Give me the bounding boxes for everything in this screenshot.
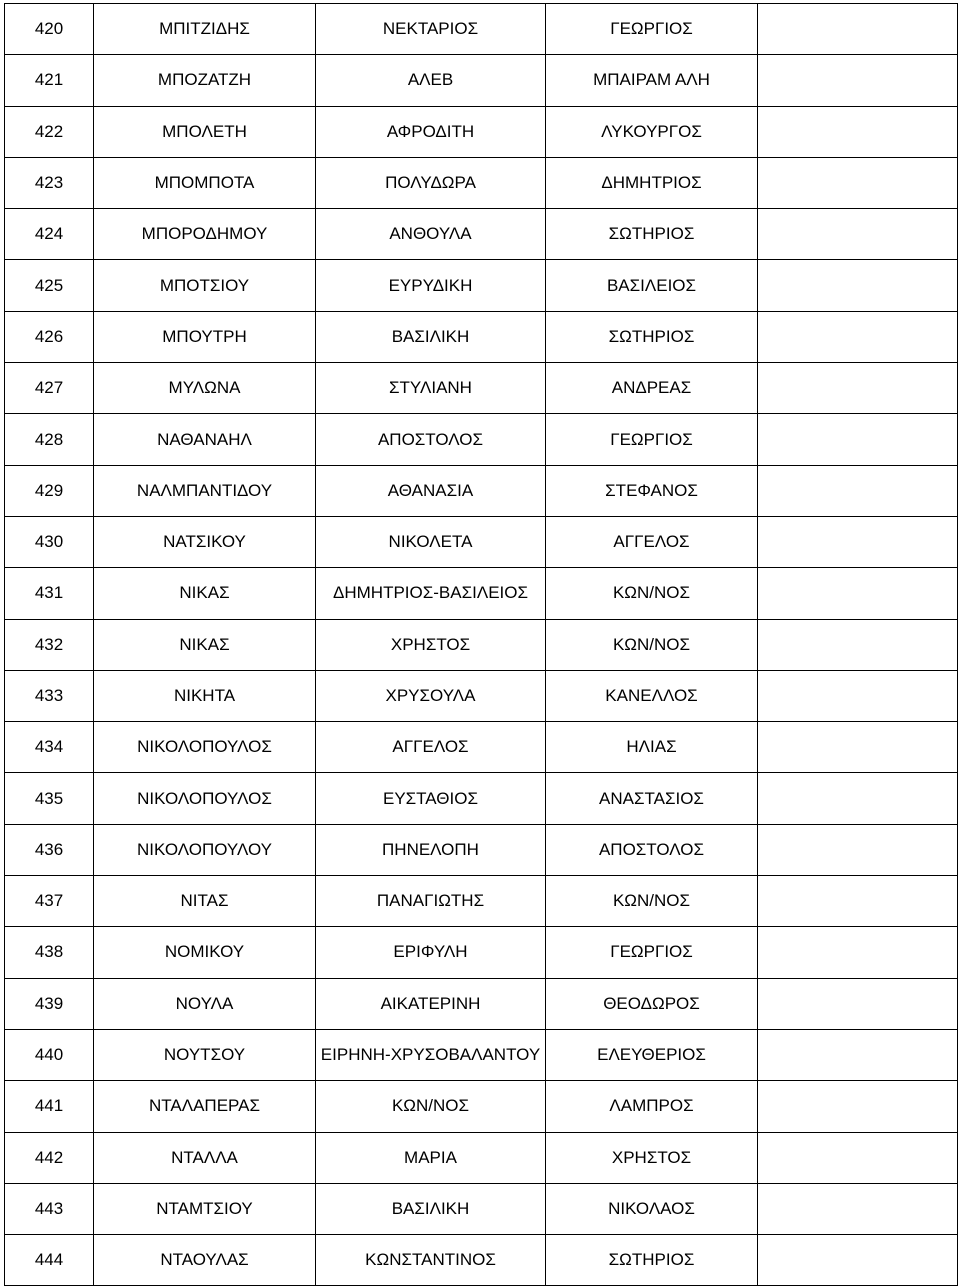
- father-name-cell: ΜΠΑΙΡΑΜ ΑΛΗ: [546, 55, 758, 106]
- first-name-cell: ΑΛΕΒ: [316, 55, 546, 106]
- first-name-cell: ΕΥΡΥΔΙΚΗ: [316, 260, 546, 311]
- father-name-cell: ΣΩΤΗΡΙΟΣ: [546, 209, 758, 260]
- father-name-cell: ΓΕΩΡΓΙΟΣ: [546, 927, 758, 978]
- surname-cell: ΝΤΑΛΑΠΕΡΑΣ: [94, 1081, 316, 1132]
- first-name-cell: ΧΡΥΣΟΥΛΑ: [316, 670, 546, 721]
- surname-cell: ΝΟΥΤΣΟΥ: [94, 1029, 316, 1080]
- father-name-cell: ΘΕΟΔΩΡΟΣ: [546, 978, 758, 1029]
- empty-cell: [758, 414, 958, 465]
- father-name-cell: ΑΝΑΣΤΑΣΙΟΣ: [546, 773, 758, 824]
- father-name-cell: ΚΩΝ/ΝΟΣ: [546, 568, 758, 619]
- father-name-cell: ΚΩΝ/ΝΟΣ: [546, 876, 758, 927]
- empty-cell: [758, 927, 958, 978]
- first-name-cell: ΑΓΓΕΛΟΣ: [316, 722, 546, 773]
- father-name-cell: ΝΙΚΟΛΑΟΣ: [546, 1183, 758, 1234]
- first-name-cell: ΧΡΗΣΤΟΣ: [316, 619, 546, 670]
- empty-cell: [758, 209, 958, 260]
- table-row: [5, 363, 958, 414]
- table-row: [5, 157, 958, 208]
- first-name-cell: ΑΦΡΟΔΙΤΗ: [316, 106, 546, 157]
- first-name-cell: ΒΑΣΙΛΙΚΗ: [316, 311, 546, 362]
- row-number: 422: [5, 106, 94, 157]
- row-number: 423: [5, 157, 94, 208]
- surname-cell: ΜΠΟΜΠΟΤΑ: [94, 157, 316, 208]
- row-number: 425: [5, 260, 94, 311]
- empty-cell: [758, 465, 958, 516]
- empty-cell: [758, 619, 958, 670]
- surname-cell: ΜΠΟΡΟΔΗΜΟΥ: [94, 209, 316, 260]
- empty-cell: [758, 1235, 958, 1286]
- empty-cell: [758, 773, 958, 824]
- empty-cell: [758, 1029, 958, 1080]
- row-number: 433: [5, 670, 94, 721]
- empty-cell: [758, 311, 958, 362]
- surname-cell: ΝΟΥΛΑ: [94, 978, 316, 1029]
- empty-cell: [758, 824, 958, 875]
- empty-cell: [758, 670, 958, 721]
- empty-cell: [758, 876, 958, 927]
- table-row: [5, 209, 958, 260]
- row-number: 439: [5, 978, 94, 1029]
- row-number: 438: [5, 927, 94, 978]
- empty-cell: [758, 157, 958, 208]
- father-name-cell: ΑΠΟΣΤΟΛΟΣ: [546, 824, 758, 875]
- first-name-cell: ΑΙΚΑΤΕΡΙΝΗ: [316, 978, 546, 1029]
- table-row: [5, 568, 958, 619]
- surname-cell: ΝΑΘΑΝΑΗΛ: [94, 414, 316, 465]
- first-name-cell: ΕΙΡΗΝΗ-ΧΡΥΣΟΒΑΛΑΝΤΟΥ: [316, 1029, 546, 1080]
- empty-cell: [758, 106, 958, 157]
- surname-cell: ΝΙΚΟΛΟΠΟΥΛΟΣ: [94, 773, 316, 824]
- surname-cell: ΝΤΑΟΥΛΑΣ: [94, 1235, 316, 1286]
- father-name-cell: ΣΩΤΗΡΙΟΣ: [546, 311, 758, 362]
- table-row: [5, 927, 958, 978]
- table-row: [5, 1183, 958, 1234]
- row-number: 443: [5, 1183, 94, 1234]
- empty-cell: [758, 516, 958, 567]
- row-number: 420: [5, 4, 94, 55]
- surname-cell: ΜΠΟΖΑΤΖΗ: [94, 55, 316, 106]
- row-number: 434: [5, 722, 94, 773]
- table-row: [5, 619, 958, 670]
- table-row: [5, 1235, 958, 1286]
- empty-cell: [758, 568, 958, 619]
- row-number: 427: [5, 363, 94, 414]
- father-name-cell: ΓΕΩΡΓΙΟΣ: [546, 414, 758, 465]
- surname-cell: ΝΙΚΗΤΑ: [94, 670, 316, 721]
- surname-cell: ΝΙΤΑΣ: [94, 876, 316, 927]
- father-name-cell: ΚΩΝ/ΝΟΣ: [546, 619, 758, 670]
- empty-cell: [758, 260, 958, 311]
- row-number: 436: [5, 824, 94, 875]
- first-name-cell: ΑΝΘΟΥΛΑ: [316, 209, 546, 260]
- empty-cell: [758, 363, 958, 414]
- empty-cell: [758, 1132, 958, 1183]
- first-name-cell: ΑΠΟΣΤΟΛΟΣ: [316, 414, 546, 465]
- table-row: [5, 4, 958, 55]
- surname-cell: ΝΑΛΜΠΑΝΤΙΔΟΥ: [94, 465, 316, 516]
- first-name-cell: ΚΩΝ/ΝΟΣ: [316, 1081, 546, 1132]
- table-row: [5, 773, 958, 824]
- table-row: [5, 311, 958, 362]
- row-number: 430: [5, 516, 94, 567]
- roster-body: [5, 4, 958, 1286]
- empty-cell: [758, 978, 958, 1029]
- surname-cell: ΝΤΑΛΛΑ: [94, 1132, 316, 1183]
- row-number: 440: [5, 1029, 94, 1080]
- row-number: 444: [5, 1235, 94, 1286]
- table-row: [5, 876, 958, 927]
- father-name-cell: ΕΛΕΥΘΕΡΙΟΣ: [546, 1029, 758, 1080]
- father-name-cell: ΒΑΣΙΛΕΙΟΣ: [546, 260, 758, 311]
- surname-cell: ΝΙΚΟΛΟΠΟΥΛΟΣ: [94, 722, 316, 773]
- row-number: 431: [5, 568, 94, 619]
- first-name-cell: ΠΗΝΕΛΟΠΗ: [316, 824, 546, 875]
- first-name-cell: ΣΤΥΛΙΑΝΗ: [316, 363, 546, 414]
- row-number: 435: [5, 773, 94, 824]
- table-row: [5, 824, 958, 875]
- table-row: [5, 260, 958, 311]
- father-name-cell: ΑΝΔΡΕΑΣ: [546, 363, 758, 414]
- surname-cell: ΝΑΤΣΙΚΟΥ: [94, 516, 316, 567]
- first-name-cell: ΝΙΚΟΛΕΤΑ: [316, 516, 546, 567]
- father-name-cell: ΑΓΓΕΛΟΣ: [546, 516, 758, 567]
- father-name-cell: ΣΤΕΦΑΝΟΣ: [546, 465, 758, 516]
- first-name-cell: ΒΑΣΙΛΙΚΗ: [316, 1183, 546, 1234]
- empty-cell: [758, 722, 958, 773]
- row-number: 426: [5, 311, 94, 362]
- empty-cell: [758, 55, 958, 106]
- empty-cell: [758, 4, 958, 55]
- father-name-cell: ΣΩΤΗΡΙΟΣ: [546, 1235, 758, 1286]
- roster-table: [4, 3, 958, 1286]
- table-row: [5, 106, 958, 157]
- first-name-cell: ΜΑΡΙΑ: [316, 1132, 546, 1183]
- surname-cell: ΝΙΚΟΛΟΠΟΥΛΟΥ: [94, 824, 316, 875]
- surname-cell: ΜΠΟΤΣΙΟΥ: [94, 260, 316, 311]
- surname-cell: ΜΥΛΩΝΑ: [94, 363, 316, 414]
- father-name-cell: ΛΥΚΟΥΡΓΟΣ: [546, 106, 758, 157]
- table-row: [5, 55, 958, 106]
- surname-cell: ΝΙΚΑΣ: [94, 619, 316, 670]
- first-name-cell: ΠΟΛΥΔΩΡΑ: [316, 157, 546, 208]
- table-row: [5, 1132, 958, 1183]
- surname-cell: ΝΤΑΜΤΣΙΟΥ: [94, 1183, 316, 1234]
- row-number: 424: [5, 209, 94, 260]
- first-name-cell: ΝΕΚΤΑΡΙΟΣ: [316, 4, 546, 55]
- father-name-cell: ΧΡΗΣΤΟΣ: [546, 1132, 758, 1183]
- surname-cell: ΜΠΟΛΕΤΗ: [94, 106, 316, 157]
- table-row: [5, 414, 958, 465]
- table-row: [5, 1029, 958, 1080]
- father-name-cell: ΚΑΝΕΛΛΟΣ: [546, 670, 758, 721]
- row-number: 421: [5, 55, 94, 106]
- father-name-cell: ΓΕΩΡΓΙΟΣ: [546, 4, 758, 55]
- table-row: [5, 978, 958, 1029]
- row-number: 441: [5, 1081, 94, 1132]
- first-name-cell: ΚΩΝΣΤΑΝΤΙΝΟΣ: [316, 1235, 546, 1286]
- father-name-cell: ΛΑΜΠΡΟΣ: [546, 1081, 758, 1132]
- table-row: [5, 722, 958, 773]
- first-name-cell: ΔΗΜΗΤΡΙΟΣ-ΒΑΣΙΛΕΙΟΣ: [316, 568, 546, 619]
- father-name-cell: ΔΗΜΗΤΡΙΟΣ: [546, 157, 758, 208]
- table-row: [5, 670, 958, 721]
- table-row: [5, 465, 958, 516]
- row-number: 437: [5, 876, 94, 927]
- row-number: 442: [5, 1132, 94, 1183]
- row-number: 432: [5, 619, 94, 670]
- first-name-cell: ΕΥΣΤΑΘΙΟΣ: [316, 773, 546, 824]
- table-row: [5, 516, 958, 567]
- empty-cell: [758, 1183, 958, 1234]
- surname-cell: ΜΠΟΥΤΡΗ: [94, 311, 316, 362]
- row-number: 429: [5, 465, 94, 516]
- first-name-cell: ΑΘΑΝΑΣΙΑ: [316, 465, 546, 516]
- surname-cell: ΝΙΚΑΣ: [94, 568, 316, 619]
- table-row: [5, 1081, 958, 1132]
- first-name-cell: ΠΑΝΑΓΙΩΤΗΣ: [316, 876, 546, 927]
- row-number: 428: [5, 414, 94, 465]
- surname-cell: ΝΟΜΙΚΟΥ: [94, 927, 316, 978]
- empty-cell: [758, 1081, 958, 1132]
- father-name-cell: ΗΛΙΑΣ: [546, 722, 758, 773]
- surname-cell: ΜΠΙΤΖΙΔΗΣ: [94, 4, 316, 55]
- first-name-cell: ΕΡΙΦΥΛΗ: [316, 927, 546, 978]
